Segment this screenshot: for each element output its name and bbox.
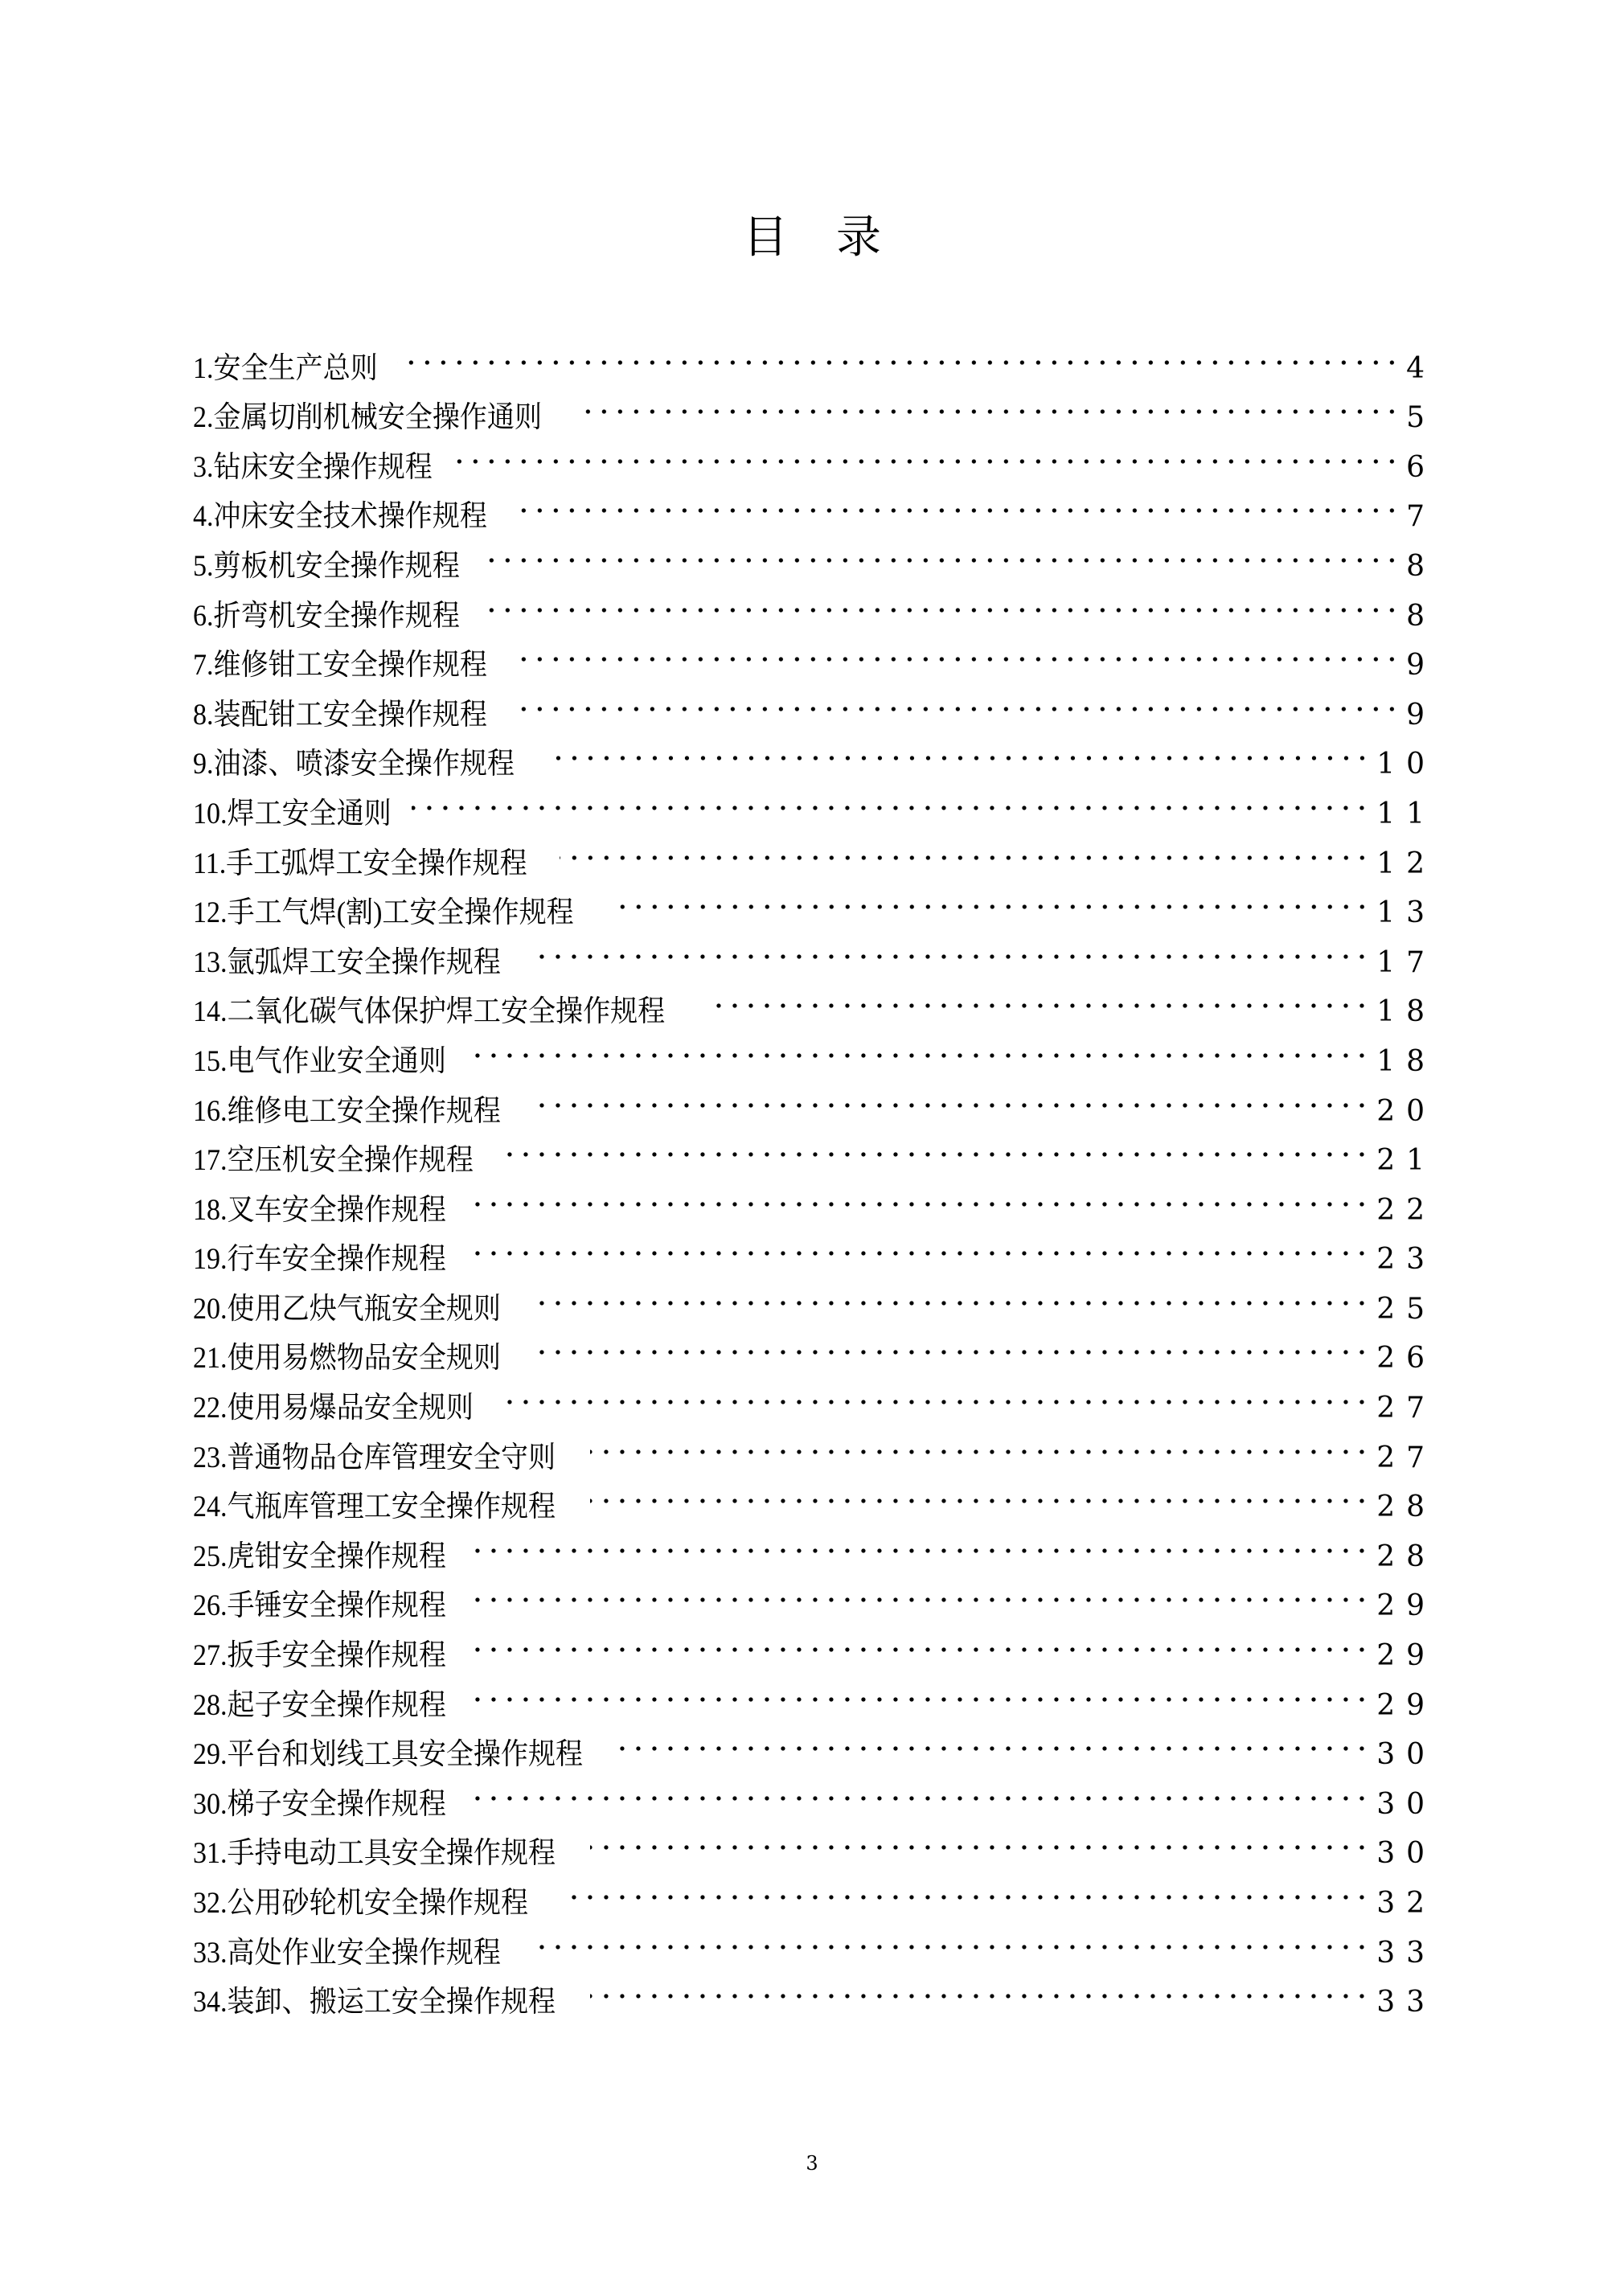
table-of-contents: [193, 328, 1436, 2019]
toc-entry-label: 32.公用砂轮机安全操作规程: [193, 1887, 528, 1920]
toc-entry-page: 27: [1376, 1441, 1436, 1474]
toc-entry[interactable]: [193, 328, 1436, 385]
dot-leader: [531, 922, 1370, 972]
toc-entry-label: 9.油漆、喷漆安全操作规程: [193, 748, 515, 781]
dot-leader: [709, 972, 1370, 1022]
toc-entry-page: 11: [1376, 797, 1436, 830]
dot-leader: [486, 576, 1400, 625]
toc-entry-label: 16.维修电工安全操作规程: [193, 1094, 501, 1128]
dot-leader: [531, 1318, 1370, 1368]
toc-entry-page: 33: [1376, 1986, 1436, 2019]
toc-entry-label: 2.金属切削机械安全操作通则: [193, 401, 543, 435]
toc-entry-page: 28: [1376, 1490, 1436, 1524]
dot-leader: [590, 1962, 1370, 2012]
toc-entry-label: 7.维修钳工安全操作规程: [193, 649, 487, 683]
toc-entry-label: 5.剪板机安全操作规程: [193, 549, 460, 583]
toc-entry-page: 29: [1376, 1688, 1436, 1722]
toc-entry-label: 34.装卸、搬运工安全操作规程: [193, 1986, 556, 2019]
toc-entry-page: 18: [1376, 995, 1436, 1029]
dot-leader: [471, 1566, 1370, 1616]
toc-entry-page: 28: [1376, 1540, 1436, 1573]
toc-entry-label: 28.起子安全操作规程: [193, 1688, 446, 1722]
page-title: 目录: [743, 211, 929, 264]
toc-entry-page: 30: [1376, 1787, 1436, 1821]
dot-leader: [590, 1814, 1370, 1863]
toc-entry-page: 7: [1406, 500, 1436, 534]
toc-entry-page: 27: [1376, 1392, 1436, 1425]
toc-entry-page: 8: [1406, 599, 1436, 633]
toc-entry-label: 15.电气作业安全通则: [193, 1044, 446, 1078]
dot-leader: [590, 1417, 1370, 1467]
toc-entry-label: 31.手持电动工具安全操作规程: [193, 1837, 556, 1871]
toc-entry-page: 22: [1376, 1193, 1436, 1227]
dot-leader: [397, 328, 1400, 378]
dot-leader: [501, 1121, 1370, 1171]
toc-entry-page: 29: [1376, 1639, 1436, 1673]
toc-entry-page: 4: [1406, 351, 1436, 385]
dot-leader: [560, 1863, 1370, 1913]
dot-leader: [471, 1220, 1370, 1269]
dot-leader: [471, 1665, 1370, 1715]
toc-entry-page: 25: [1376, 1292, 1436, 1326]
toc-entry-label: 13.氩弧焊工安全操作规程: [193, 945, 501, 979]
toc-entry-label: 3.钻床安全操作规程: [193, 450, 433, 484]
dot-leader: [471, 1764, 1370, 1814]
toc-entry-label: 29.平台和划线工具安全操作规程: [193, 1738, 584, 1772]
dot-leader: [560, 823, 1370, 873]
dot-leader: [620, 1715, 1370, 1765]
dot-leader: [471, 1170, 1370, 1220]
toc-entry-label: 33.高处作业安全操作规程: [193, 1936, 501, 1970]
toc-entry-label: 11.手工弧焊工安全操作规程: [193, 847, 527, 880]
toc-entry-page: 12: [1376, 847, 1436, 880]
dot-leader: [531, 1269, 1370, 1318]
dot-leader: [531, 1071, 1370, 1121]
toc-entry-label: 23.普通物品仓库管理安全守则: [193, 1441, 556, 1474]
toc-entry-label: 12.手工气焊(割)工安全操作规程: [193, 896, 574, 930]
toc-entry-page: 6: [1406, 450, 1436, 484]
dot-leader: [516, 674, 1400, 724]
toc-entry-label: 21.使用易燃物品安全规则: [193, 1342, 501, 1376]
toc-entry-page: 9: [1406, 698, 1436, 732]
toc-entry-label: 14.二氧化碳气体保护焊工安全操作规程: [193, 995, 666, 1029]
toc-entry-page: 23: [1376, 1243, 1436, 1277]
dot-leader: [412, 773, 1370, 823]
toc-entry-page: 17: [1376, 945, 1436, 979]
toc-entry-label: 1.安全生产总则: [193, 351, 378, 385]
toc-entry-label: 19.行车安全操作规程: [193, 1243, 446, 1277]
toc-entry-page: 5: [1406, 401, 1436, 435]
dot-leader: [486, 526, 1400, 576]
toc-entry-page: 32: [1376, 1887, 1436, 1920]
toc-entry-label: 27.扳手安全操作规程: [193, 1639, 446, 1673]
toc-entry-label: 17.空压机安全操作规程: [193, 1144, 474, 1178]
toc-entry-page: 33: [1376, 1936, 1436, 1970]
toc-entry-page: 26: [1376, 1342, 1436, 1376]
toc-entry-label: 6.折弯机安全操作规程: [193, 599, 460, 633]
toc-entry-page: 29: [1376, 1589, 1436, 1623]
toc-entry-page: 8: [1406, 549, 1436, 583]
toc-entry-label: 8.装配钳工安全操作规程: [193, 698, 487, 732]
toc-entry-page: 10: [1376, 748, 1436, 781]
toc-entry-page: 20: [1376, 1094, 1436, 1128]
toc-entry-label: 10.焊工安全通则: [193, 797, 392, 830]
toc-entry-label: 25.虎钳安全操作规程: [193, 1540, 446, 1573]
dot-leader: [471, 1021, 1370, 1071]
toc-entry-page: 18: [1376, 1044, 1436, 1078]
toc-entry-page: 30: [1376, 1837, 1436, 1871]
toc-entry-label: 18.叉车安全操作规程: [193, 1193, 446, 1227]
toc-entry-label: 4.冲床安全技术操作规程: [193, 500, 487, 534]
toc-entry-page: 13: [1376, 896, 1436, 930]
toc-entry-page: 9: [1406, 649, 1436, 683]
toc-entry-label: 20.使用乙炔气瓶安全规则: [193, 1292, 501, 1326]
dot-leader: [546, 724, 1370, 774]
toc-entry-page: 21: [1376, 1144, 1436, 1178]
dot-leader: [531, 1913, 1370, 1962]
dot-leader: [516, 477, 1400, 527]
toc-entry-label: 24.气瓶库管理工安全操作规程: [193, 1490, 556, 1524]
toc-entry[interactable]: [193, 378, 1436, 435]
dot-leader: [610, 873, 1370, 923]
dot-leader: [471, 1615, 1370, 1665]
toc-entry-label: 30.梯子安全操作规程: [193, 1787, 446, 1821]
toc-entry-page: 30: [1376, 1738, 1436, 1772]
toc-entry-label: 26.手锤安全操作规程: [193, 1589, 446, 1623]
dot-leader: [457, 427, 1400, 477]
dot-leader: [576, 378, 1400, 428]
dot-leader: [516, 625, 1400, 675]
page-number: 3: [806, 2152, 818, 2175]
toc-entry-label: 22.使用易爆品安全规则: [193, 1392, 474, 1425]
dot-leader: [501, 1367, 1370, 1417]
dot-leader: [590, 1467, 1370, 1517]
dot-leader: [471, 1516, 1370, 1566]
